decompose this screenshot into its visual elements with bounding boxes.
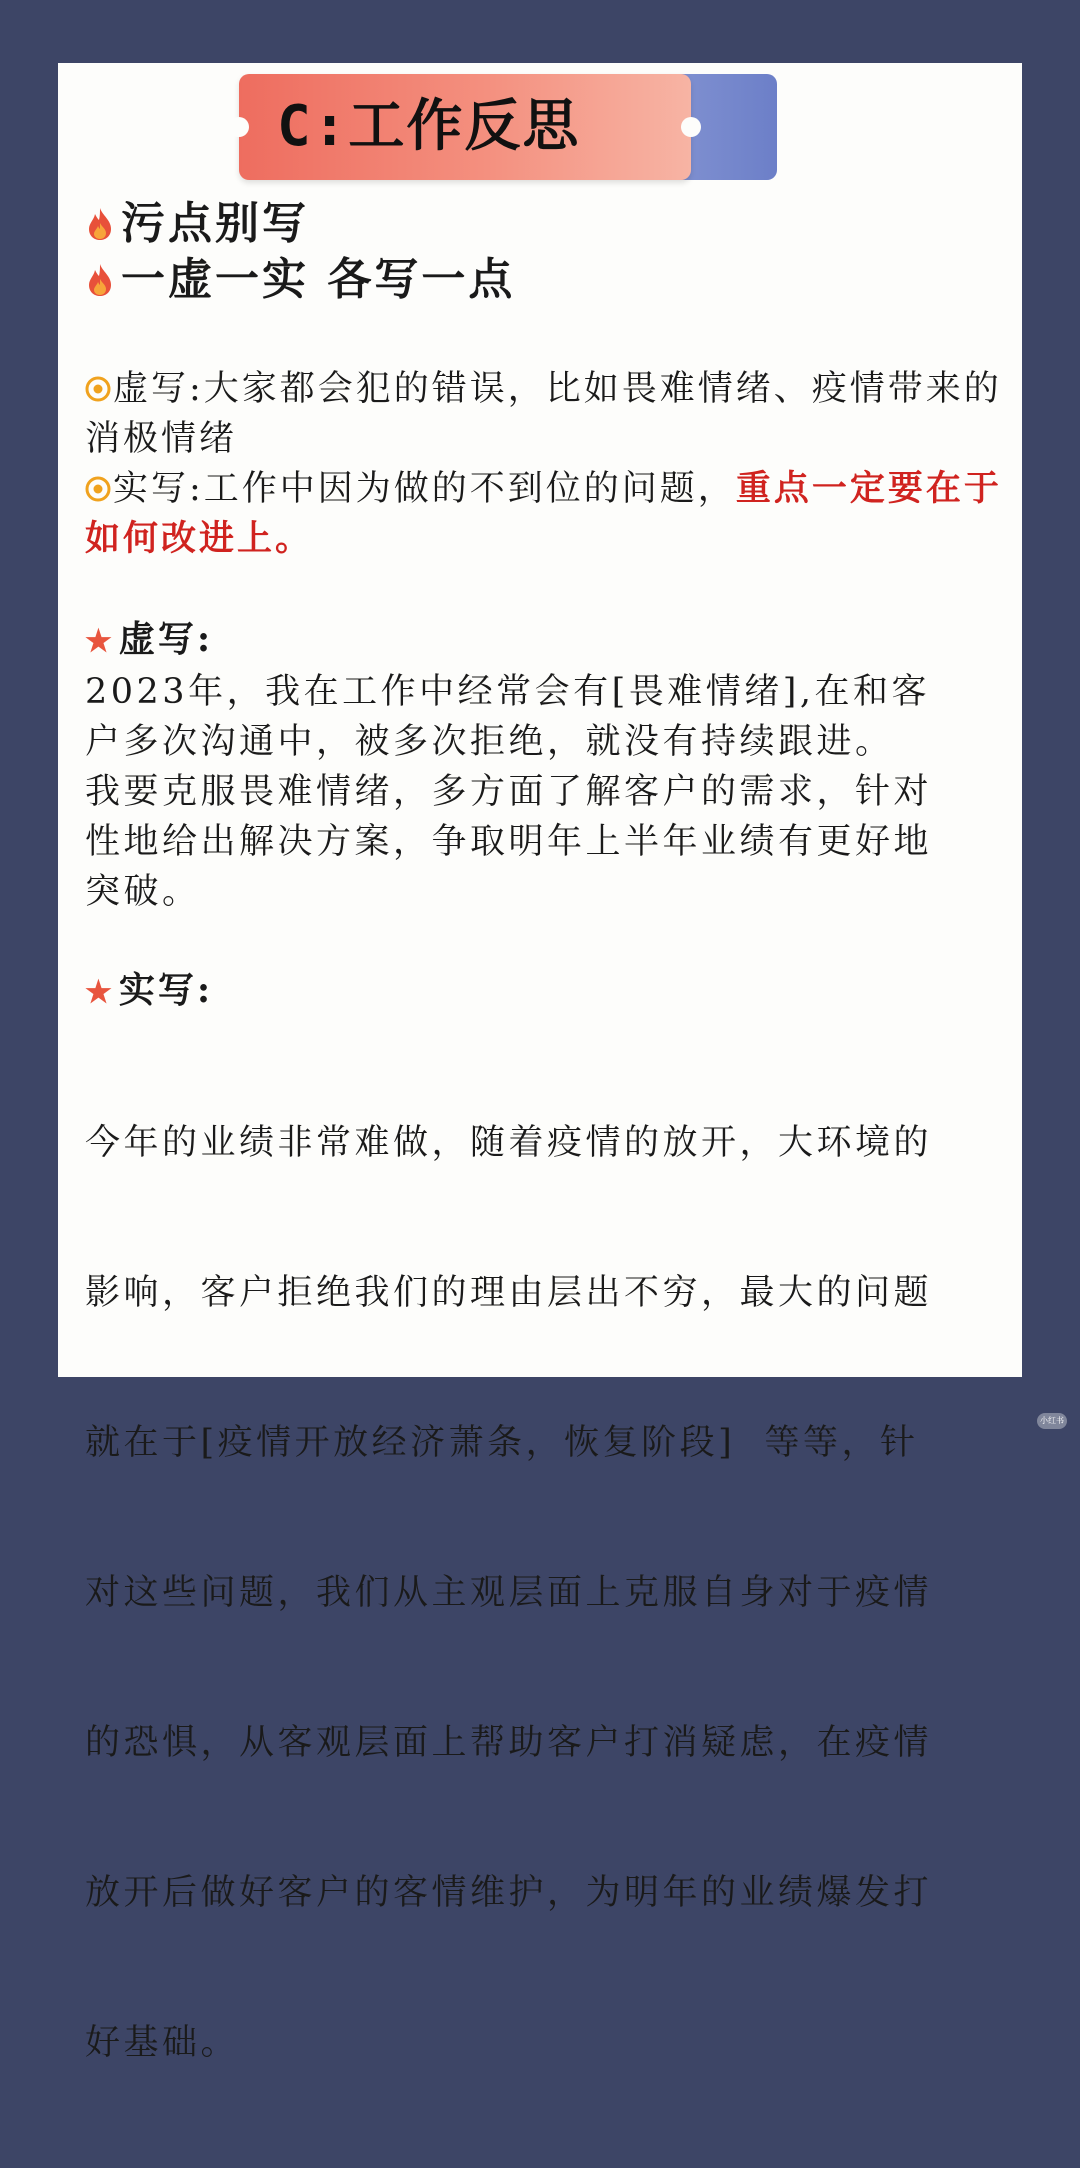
ticket-notch-right [681, 117, 701, 137]
section-heading: ★ 虚写: [85, 618, 214, 660]
definition-virtual [85, 364, 1005, 464]
text-line: 2023年，我在工作中经常会有[畏难情绪],在和客 [85, 672, 931, 712]
headline-list [85, 196, 1005, 308]
text-line: 今年的业绩非常难做，随着疫情的放开，大环境的 [85, 1123, 933, 1163]
text-line: 户多次沟通中，被多次拒绝，就没有持续跟进。 [85, 722, 894, 762]
definition-text: 大家都会犯的错误，比如畏难情绪、疫情带来的消极情绪 [85, 369, 1002, 459]
text-line: 就在于[疫情开放经济萧条，恢复阶段] 等等，针 [85, 1423, 919, 1463]
title-banner [239, 74, 691, 180]
fire-icon [85, 263, 115, 297]
headline-item [85, 196, 1005, 252]
ticket-notch-left [229, 117, 249, 137]
text-line: 对这些问题，我们从主观层面上克服自身对于疫情 [85, 1573, 933, 1613]
text-line: 我要克服畏难情绪，多方面了解客户的需求，针对 [85, 772, 933, 812]
headline-item [85, 252, 1005, 308]
target-icon [85, 376, 111, 402]
emphasis-text: 重点一定要在于如何改进上。 [85, 468, 1002, 559]
watermark-logo: 小红书 [1037, 1413, 1067, 1429]
real-example-section [85, 965, 1005, 2168]
text-line: 的恐惧，从客观层面上帮助客户打消疑虑，在疫情 [85, 1723, 933, 1763]
section-heading: ★ 实写: [85, 969, 214, 1011]
definition-real [85, 464, 1005, 564]
definition-text: 工作中因为做的不到位的问题， [203, 469, 736, 509]
definition-label: 虚写: [113, 369, 204, 409]
text-line: 好基础。 [85, 2023, 240, 2063]
headline-text: 污点别写 [121, 198, 309, 249]
text-line: 性地给出解决方案，争取明年上半年业绩有更好地 [85, 822, 933, 862]
page-title: C:工作反思 [277, 94, 581, 159]
text-line: 影响，客户拒绝我们的理由层出不穷，最大的问题 [85, 1273, 933, 1313]
headline-text: 一虚一实 各写一点 [121, 254, 516, 305]
star-icon: ★ [85, 975, 115, 1010]
fire-icon [85, 207, 115, 241]
section-body [85, 1018, 1005, 2168]
virtual-example-section [85, 614, 1005, 917]
target-icon [85, 476, 111, 502]
star-icon: ★ [85, 624, 115, 659]
text-line: 放开后做好客户的客情维护，为明年的业绩爆发打 [85, 1873, 933, 1913]
section-body [85, 667, 1005, 917]
text-line: 突破。 [85, 872, 201, 912]
definition-label: 实写: [113, 469, 204, 509]
